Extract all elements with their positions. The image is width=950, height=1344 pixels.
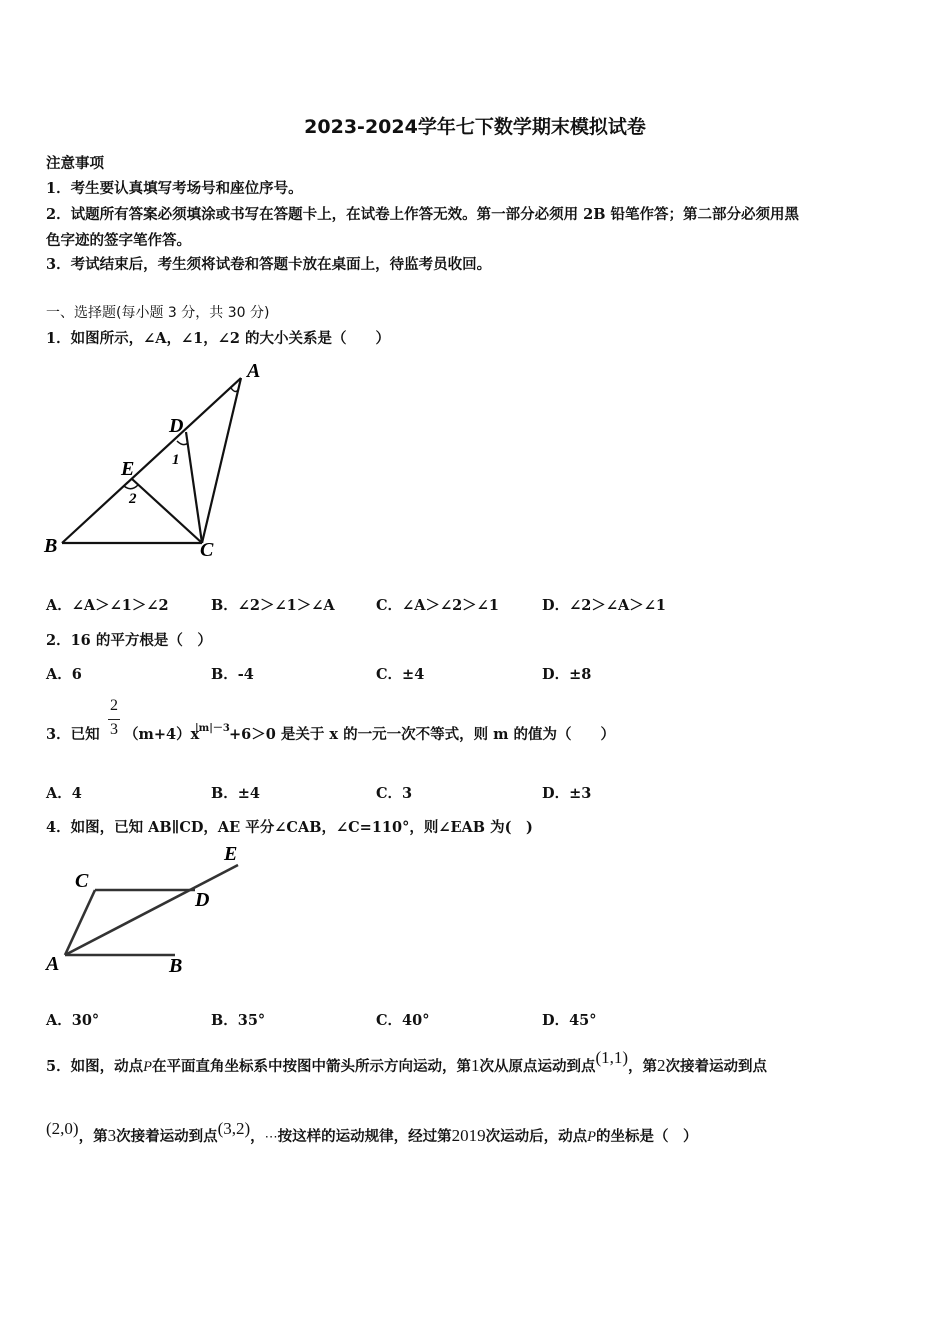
q1-label-C: C xyxy=(200,539,214,561)
q2-option-b: B．-4 xyxy=(211,666,254,683)
q2-option-d: D．±8 xyxy=(542,666,592,683)
q1-option-b: B．∠2＞∠1＞∠A xyxy=(211,597,335,614)
q1-label-A: A xyxy=(247,360,261,382)
q3-fraction-bar xyxy=(108,719,120,720)
q1-label-B: B xyxy=(44,535,58,557)
q3-fraction-denominator: 3 xyxy=(110,721,118,738)
q1-label-D: D xyxy=(169,415,184,437)
q4-label-D: D xyxy=(195,889,210,911)
q1-option-c: C．∠A＞∠2＞∠1 xyxy=(376,597,499,614)
q3-fraction-numerator: 2 xyxy=(110,697,118,714)
notice-item: 2．试题所有答案必须填涂或书写在答题卡上，在试卷上作答无效。第一部分必须用 2B 铅笔作答；第二部分必须用黑 xyxy=(46,206,800,223)
q4-option-b: B．35° xyxy=(211,1012,266,1029)
q1-stem: 1．如图所示，∠A，∠1，∠2 的大小关系是（ ） xyxy=(46,330,391,347)
notice-item: 色字迹的签字笔作答。 xyxy=(46,232,191,249)
q4-figure xyxy=(40,840,260,985)
q3-middle: （m+4）x xyxy=(124,726,200,743)
q2-option-a: A．6 xyxy=(46,666,82,683)
q1-label-1: 1 xyxy=(172,452,180,468)
q1-option-d: D．∠2＞∠A＞∠1 xyxy=(542,597,666,614)
q1-figure xyxy=(40,355,270,565)
notice-item: 1．考生要认真填写考场号和座位序号。 xyxy=(46,180,303,197)
q1-label-E: E xyxy=(121,458,135,480)
q5-stem: 5．如图，动点P在平面直角坐标系中按图中箭头所示方向运动，第1次从原点运动到点(1,1)，第2次接着运动到点 xyxy=(46,1048,768,1075)
q2-stem: 2．16 的平方根是（ ） xyxy=(46,632,212,649)
q3-option-c: C．3 xyxy=(376,785,413,802)
q3-exponent: |m|－3 xyxy=(195,723,230,734)
q3-prefix: 3．已知 xyxy=(46,726,100,743)
section-heading: 一、选择题(每小题 3 分，共 30 分) xyxy=(46,305,270,321)
q4-option-a: A．30° xyxy=(46,1012,100,1029)
q1-label-2: 2 xyxy=(129,491,137,507)
q4-label-C: C xyxy=(75,870,89,892)
q1-option-a: A．∠A＞∠1＞∠2 xyxy=(46,597,169,614)
q3-option-b: B．±4 xyxy=(211,785,260,802)
q4-option-d: D．45° xyxy=(542,1012,597,1029)
q4-stem: 4．如图，已知 AB∥CD，AE 平分∠CAB，∠C=110°，则∠EAB 为( ) xyxy=(46,819,533,836)
q4-label-B: B xyxy=(169,955,183,977)
q3-option-a: A．4 xyxy=(46,785,82,802)
notice-heading: 注意事项 xyxy=(46,155,104,172)
q4-option-c: C．40° xyxy=(376,1012,430,1029)
q5-stem-continued: (2,0)，第3次接着运动到点(3,2)，⋯按这样的运动规律，经过第2019次运动后，动点P的坐标是（ ） xyxy=(46,1119,698,1145)
page-title: 2023-2024学年七下数学期末模拟试卷 xyxy=(304,116,646,138)
q4-label-A: A xyxy=(46,953,60,975)
q4-label-E: E xyxy=(224,843,238,865)
q3-option-d: D．±3 xyxy=(542,785,592,802)
q2-option-c: C．±4 xyxy=(376,666,425,683)
notice-item: 3．考试结束后，考生须将试卷和答题卡放在桌面上，待监考员收回。 xyxy=(46,256,492,273)
q3-suffix: +6＞0 是关于 x 的一元一次不等式，则 m 的值为（ ） xyxy=(229,726,616,743)
